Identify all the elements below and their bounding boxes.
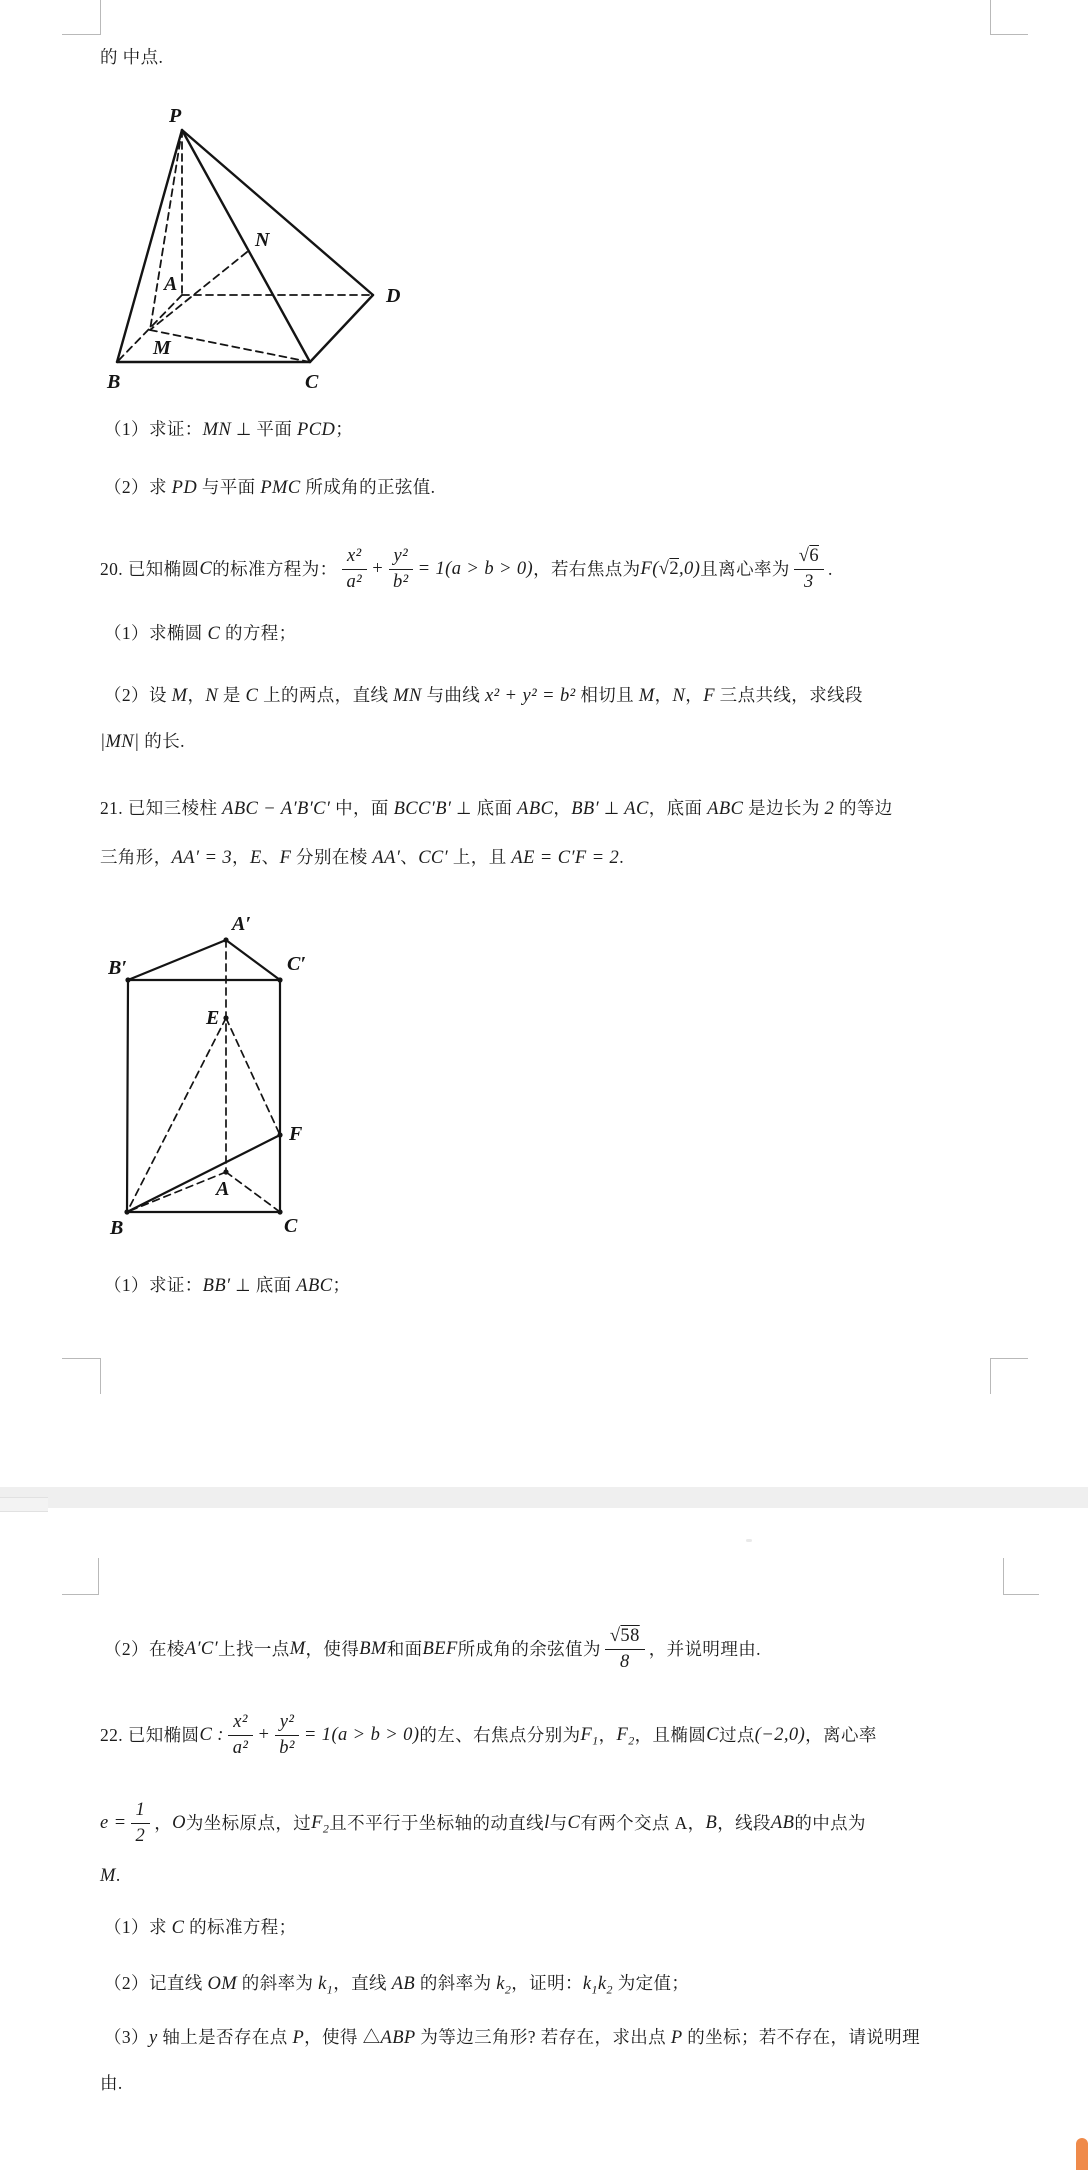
edge-ApCp	[226, 940, 280, 980]
text-run: 21. 已知三棱柱	[100, 798, 223, 818]
text-run: ，底面	[648, 798, 708, 818]
text-run: 过点	[718, 1725, 755, 1745]
text-run: （2）设	[104, 685, 172, 705]
math-run: M	[100, 1866, 116, 1886]
label-F: F	[289, 1123, 303, 1145]
fraction	[388, 545, 414, 594]
label-D: D	[386, 285, 401, 307]
text-run: 所成角的正弦值.	[300, 477, 436, 497]
math-run: BB′	[202, 1276, 231, 1296]
math-run: ,0)	[679, 559, 701, 579]
label-A-prime: A′	[232, 913, 251, 935]
math-run: M	[289, 1639, 306, 1659]
text-run: 的斜率为	[237, 1973, 319, 1993]
text-run: ，	[685, 685, 704, 705]
numerator	[794, 545, 824, 570]
edge-MC-hidden	[150, 330, 310, 362]
edge-AB-hidden	[127, 1172, 226, 1212]
math-run: $k_2$	[496, 1974, 512, 1997]
math-run: $F_2$	[616, 1725, 635, 1748]
q22-part3	[104, 2024, 920, 2051]
text-run: 上，且	[448, 847, 512, 867]
text-run: 的左、右焦点分别为	[419, 1725, 581, 1745]
math-run: ABP	[380, 2028, 416, 2048]
text-run: （2）记直线	[104, 1973, 208, 1993]
edge-EB-hidden	[127, 1018, 226, 1212]
text-run: 与平面	[197, 477, 261, 497]
text-run: ，	[598, 1725, 617, 1745]
math-run: PMC	[260, 478, 301, 498]
pyramid-figure	[105, 92, 435, 404]
math-run: P	[292, 2028, 305, 2048]
text-run: 为坐标原点，过	[185, 1813, 312, 1833]
math-run: CC′	[418, 848, 449, 868]
edge-BF	[127, 1135, 280, 1212]
radicand: 58	[620, 1625, 640, 1646]
math-run: BB′	[571, 799, 600, 819]
subscript: 2	[628, 1733, 635, 1748]
subscript: 2	[606, 1982, 613, 1997]
q22-stem	[100, 1692, 877, 1778]
math-run: 8	[619, 1651, 630, 1672]
q19-part2	[104, 474, 435, 501]
crop-mark-page2-top-left	[62, 1558, 99, 1595]
text-run: 上的两点，直线	[258, 685, 394, 705]
radical-sign: √	[609, 1625, 621, 1646]
text-run: 轴上是否存在点	[157, 2027, 293, 2047]
text-run: ，	[154, 1813, 173, 1833]
text-run: ；	[335, 419, 354, 439]
math-run: F	[279, 848, 292, 868]
text-run: 的斜率为	[415, 1973, 497, 1993]
text-run: ，且椭圆	[634, 1725, 707, 1745]
edge-ApBp	[128, 940, 226, 980]
sqrt-expression	[659, 556, 679, 582]
radical-sign: √	[658, 559, 670, 579]
text-run: 的方程；	[220, 623, 297, 643]
text-run: ，	[654, 685, 673, 705]
math-run: y²	[279, 1711, 295, 1732]
math-run: C	[171, 1918, 185, 1938]
fraction	[605, 1625, 645, 1674]
text-run: .	[827, 559, 833, 579]
math-run: l	[544, 1813, 550, 1833]
math-run: ABC	[296, 1276, 333, 1296]
label-C-prime: C′	[287, 953, 306, 975]
radicand: 6	[809, 545, 819, 566]
crop-mark-top-left	[62, 0, 101, 35]
text-run: ，	[187, 685, 206, 705]
denominator	[388, 570, 414, 594]
q21-stem-cont	[100, 844, 624, 871]
denominator	[228, 1736, 254, 1760]
math-run: ABC − A′B′C′	[222, 799, 331, 819]
text-run: ，	[553, 798, 572, 818]
math-run: $k_2$	[597, 1974, 613, 1997]
denominator	[342, 570, 368, 594]
text-run: 由.	[100, 2073, 123, 2093]
math-run: AB	[391, 1974, 416, 1994]
math-run: F	[703, 686, 715, 706]
q22-stem-cont2	[100, 1862, 121, 1889]
q21-part2	[104, 1604, 761, 1694]
text-run: ⊥ 底面	[451, 798, 518, 818]
math-run: = 1(a > b > 0)	[417, 559, 534, 579]
text-run: ，证明：	[511, 1973, 583, 1993]
math-run: y²	[393, 545, 409, 566]
math-run: C	[199, 559, 213, 579]
math-run: b²	[393, 571, 409, 592]
edge-PB	[117, 130, 182, 362]
edge-PC	[182, 130, 310, 362]
crop-mark-bottom-left	[62, 1358, 101, 1394]
text-run: （1）求证：	[104, 1275, 203, 1295]
page-gap-band	[0, 1487, 1088, 1508]
fraction	[342, 545, 368, 594]
q19-part1	[104, 416, 353, 443]
math-run: a²	[232, 1737, 249, 1758]
q20-part1	[104, 620, 297, 647]
math-run: ABC	[517, 799, 554, 819]
q21-stem	[100, 795, 893, 822]
text-run: .	[619, 847, 624, 867]
text-run: 所成角的余弦值为	[457, 1639, 601, 1659]
text-run: 分别在棱	[291, 847, 373, 867]
math-run: E	[249, 848, 262, 868]
text-run: 为等边三角形? 若存在，求出点	[415, 2027, 671, 2047]
math-run: N	[672, 686, 686, 706]
text-run: 与	[549, 1813, 568, 1833]
page-speck	[746, 1539, 752, 1542]
subscript: 2	[504, 1982, 512, 1997]
math-run: x²	[347, 545, 362, 566]
text-run: 且离心率为	[700, 559, 790, 579]
math-run: 2	[135, 1825, 146, 1846]
math-run: ABC	[707, 799, 744, 819]
sqrt-expression	[799, 546, 819, 566]
text-run: ⊥ 底面	[230, 1275, 297, 1295]
math-run: b²	[279, 1737, 295, 1758]
q22-part2	[104, 1970, 689, 1997]
label-E: E	[206, 1007, 220, 1029]
label-B: B	[107, 371, 121, 393]
math-run: C	[567, 1813, 581, 1833]
text-run: 和面	[386, 1639, 423, 1659]
math-run: y	[148, 2028, 158, 2048]
text-run: 的坐标；若不存在，请说明理	[682, 2027, 921, 2047]
math-run: O	[172, 1813, 186, 1833]
math-run: A′C′	[184, 1639, 219, 1659]
math-run: x² + y² = b²	[484, 686, 576, 706]
text-run: 三角形，	[100, 847, 172, 867]
fraction	[131, 1799, 151, 1848]
math-run: OM	[207, 1974, 238, 1994]
q21-part1	[104, 1272, 350, 1299]
math-run: AE = C′F = 2	[511, 848, 620, 868]
math-run: AA′	[372, 848, 401, 868]
text-run: （3）	[104, 2027, 149, 2047]
label-B-prime: B′	[108, 957, 127, 979]
numerator	[605, 1625, 645, 1650]
text-run: ，	[232, 847, 250, 867]
label-C: C	[305, 371, 319, 393]
q22-part3-cont	[100, 2070, 123, 2096]
q20-part2	[104, 682, 863, 709]
fraction	[228, 1711, 254, 1760]
label-N: N	[255, 229, 270, 251]
math-run: PD	[171, 478, 198, 498]
label-P: P	[169, 105, 182, 127]
text-run: ，并说明理由.	[648, 1639, 761, 1659]
text-run: 是边长为	[743, 798, 825, 818]
math-run: |MN|	[100, 732, 140, 752]
math-run: C	[706, 1725, 719, 1745]
text-run: ，线段	[717, 1813, 771, 1833]
math-run: C	[207, 624, 221, 644]
text-run: 、	[261, 847, 280, 867]
edge-AC-hidden	[226, 1172, 280, 1212]
math-run: +	[371, 559, 385, 579]
math-run: 2	[824, 799, 835, 819]
text-run: （2）在棱	[104, 1639, 185, 1659]
text-run: 的标准方程为：	[212, 559, 338, 579]
vertex-labels	[106, 105, 400, 393]
numerator	[131, 1799, 151, 1824]
text-run: 为定值；	[612, 1973, 690, 1993]
math-run: x²	[233, 1711, 248, 1732]
text-run: （1）求椭圆	[104, 623, 208, 643]
math-run: MN	[393, 686, 422, 706]
radical-sign: √	[798, 545, 810, 566]
denominator	[799, 570, 819, 594]
text-run: 22. 已知椭圆	[100, 1725, 200, 1745]
text-run: 三点共线，求线段	[714, 685, 863, 705]
edge-BpB	[127, 980, 128, 1212]
text-run: 且不平行于坐标轴的动直线	[329, 1813, 545, 1833]
math-run: a²	[346, 571, 363, 592]
sqrt-expression	[610, 1626, 640, 1646]
denominator	[615, 1650, 635, 1674]
subscript: 1	[326, 1982, 334, 1997]
math-run: $F_2$	[311, 1813, 330, 1836]
label-A: A	[216, 1178, 230, 1200]
math-run: (−2,0)	[754, 1725, 806, 1745]
subscript: 1	[592, 1733, 599, 1748]
numerator	[342, 545, 367, 570]
q22-stem-cont1	[100, 1788, 866, 1858]
label-B: B	[110, 1217, 124, 1239]
denominator	[274, 1736, 300, 1760]
text-run: ，使得 △	[304, 2027, 381, 2047]
math-run: BM	[359, 1639, 387, 1659]
text-run: 的长.	[139, 731, 185, 751]
q22-part1	[104, 1914, 297, 1941]
text-run: ，使得	[305, 1639, 360, 1659]
denominator	[131, 1824, 151, 1848]
math-run: $k_1$	[582, 1974, 598, 1997]
text-run: ；	[332, 1275, 351, 1295]
math-run: N	[205, 686, 219, 706]
label-M: M	[153, 337, 171, 359]
subscript: 2	[322, 1821, 330, 1836]
math-run: PCD	[297, 420, 336, 440]
text-run: ，若右焦点为	[533, 559, 641, 579]
fraction	[274, 1711, 300, 1760]
math-run: $F_1$	[580, 1725, 599, 1748]
text-run: 上找一点	[218, 1639, 290, 1659]
text-line-intro-tail	[100, 44, 163, 70]
numerator	[275, 1711, 300, 1736]
math-run: AA′ = 3	[171, 848, 233, 868]
subscript: 1	[591, 1982, 598, 1997]
math-run: M	[171, 686, 188, 706]
text-run: 相切且	[575, 685, 639, 705]
text-run: （1）求证：	[104, 419, 203, 439]
label-C: C	[284, 1215, 298, 1237]
text-run: ⊥	[599, 798, 625, 818]
numerator	[389, 545, 414, 570]
text-run: （1）求	[104, 1917, 172, 1937]
math-run: M	[638, 686, 655, 706]
q20-stem	[100, 524, 833, 614]
fraction	[794, 545, 824, 594]
text-run: 与曲线	[421, 685, 485, 705]
text-run: ，离心率	[805, 1725, 877, 1745]
text-run: .	[115, 1865, 121, 1885]
math-run: AB	[770, 1813, 795, 1833]
edge-PD	[182, 130, 373, 295]
text-run: 20. 已知椭圆	[100, 559, 200, 579]
math-run: $k_1$	[318, 1974, 334, 1997]
math-run: AC	[624, 799, 649, 819]
label-A: A	[164, 273, 178, 295]
prism-figure	[108, 912, 320, 1247]
math-run: 3	[804, 571, 814, 592]
page-gap-left-edge	[0, 1497, 48, 1512]
math-run: B	[705, 1813, 718, 1833]
math-run: = 1(a > b > 0)	[303, 1725, 420, 1745]
text-run: ，直线	[333, 1973, 392, 1993]
radicand: 2	[669, 559, 680, 579]
text-run: （2）求	[104, 477, 172, 497]
math-run: F(	[640, 559, 659, 579]
math-run: P	[670, 2028, 683, 2048]
text-run: 的标准方程；	[184, 1917, 297, 1937]
crop-mark-top-right	[990, 0, 1028, 35]
text-run: 、	[400, 847, 419, 867]
q20-part2-cont	[100, 728, 185, 755]
math-run: +	[257, 1725, 271, 1745]
text-run: 的等边	[834, 798, 893, 818]
text-run: ⊥ 平面	[231, 419, 297, 439]
edge-EF-hidden	[226, 1018, 280, 1135]
math-run: e =	[100, 1813, 127, 1833]
text-run: 是	[218, 685, 246, 705]
text-run: 中，面	[330, 798, 394, 818]
text-run: 的 中点.	[100, 47, 164, 67]
math-run: MN	[202, 420, 232, 440]
edge-CD	[310, 295, 373, 362]
scroll-indicator[interactable]	[1076, 2138, 1088, 2170]
crop-mark-page2-top-right	[1003, 1558, 1039, 1595]
math-run: BEF	[422, 1639, 458, 1659]
math-run: 1	[135, 1799, 146, 1820]
text-run: 的中点为	[794, 1813, 866, 1833]
math-run: C :	[199, 1725, 224, 1745]
math-run: BCC′B′	[393, 799, 452, 819]
crop-mark-bottom-right	[990, 1358, 1028, 1394]
numerator	[228, 1711, 253, 1736]
text-run: 有两个交点 A，	[580, 1813, 706, 1833]
math-run: C	[245, 686, 259, 706]
